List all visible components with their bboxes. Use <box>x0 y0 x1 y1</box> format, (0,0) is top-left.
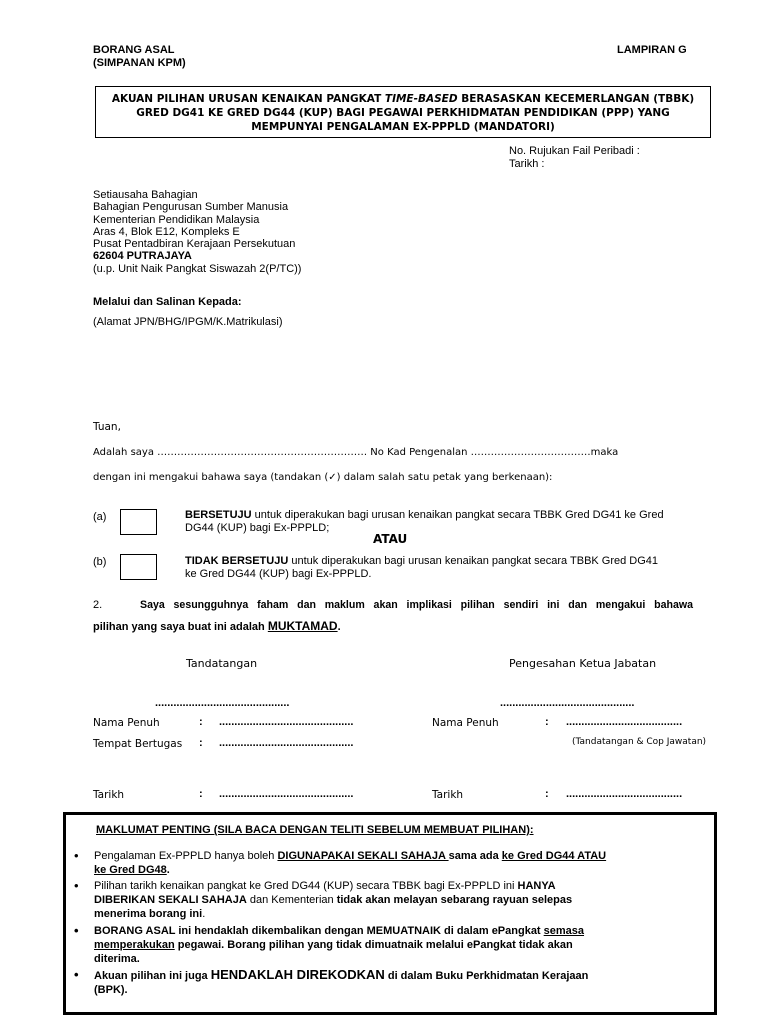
disagree-checkbox[interactable] <box>120 554 157 580</box>
option-a-text1: untuk diperakukan bagi urusan kenaikan pangkat secara TBBK Gred DG41 ke Gred <box>251 509 664 521</box>
colon: : <box>545 788 549 800</box>
bullet-icon: • <box>74 848 79 863</box>
bullet-icon: • <box>74 967 79 982</box>
option-b-text <box>185 555 658 581</box>
title-line1-a: AKUAN PILIHAN URUSAN KENAIKAN PANGKAT <box>111 93 385 105</box>
option-b-text1: untuk diperakukan bagi urusan kenaikan pangkat secara TBBK Gred DG41 <box>288 555 659 567</box>
head-verification-heading: Pengesahan Ketua Jabatan <box>509 657 657 670</box>
option-b-keyword: TIDAK BERSETUJU <box>185 555 289 567</box>
clause2-text: pilihan yang saya buat ini adalah <box>93 621 268 633</box>
head-date-label: Tarikh <box>432 789 464 801</box>
file-reference-label: No. Rujukan Fail Peribadi : <box>509 145 640 157</box>
address-postcode: 62604 PUTRAJAYA <box>93 250 192 263</box>
workplace-field[interactable]: ............................................ <box>219 737 354 749</box>
head-name-label: Nama Penuh <box>432 717 499 729</box>
clause2-period: . <box>337 621 341 633</box>
option-a-keyword: BERSETUJU <box>185 509 252 521</box>
final-keyword: MUKTAMAD <box>267 619 338 633</box>
address-attention: (u.p. Unit Naik Pangkat Siswazah 2(P/TC)) <box>93 262 302 275</box>
address-line: Aras 4, Blok E12, Kompleks E <box>93 225 240 238</box>
via-heading: Melalui dan Salinan Kepada: <box>93 296 242 308</box>
via-address: (Alamat JPN/BHG/IPGM/K.Matrikulasi) <box>93 316 283 328</box>
declaration-line1: Adalah saya ……………………………………………………… No Kad Pengenalan ………………………………maka <box>93 447 619 458</box>
clause-number: 2. <box>93 599 103 611</box>
address-line: Setiausaha Bahagian <box>93 189 198 201</box>
option-a-text <box>185 509 664 535</box>
clause2-line1: Saya sesungguhnya faham dan maklum akan implikasi pilihan sendiri ini dan mengakui bahawa <box>140 599 693 611</box>
form-storage-label: (SIMPANAN KPM) <box>93 57 186 69</box>
colon: : <box>545 716 549 728</box>
option-b-label: (b) <box>93 556 107 568</box>
applicant-date-label: Tarikh <box>93 789 125 801</box>
bullet-icon: • <box>74 923 79 938</box>
applicant-name-label: Nama Penuh <box>93 717 160 729</box>
form-type-label: BORANG ASAL <box>93 44 175 56</box>
declaration-line2: dengan ini mengakui bahawa saya (tandakan (✓) dalam salah satu petak yang berkenaan): <box>93 472 553 483</box>
or-label: ATAU <box>373 532 408 546</box>
info-bullet-1: • Pengalaman Ex-PPPLD hanya boleh DIGUNAPAKAI SEKALI SAHAJA sama ada ke Gred DG44 ATAU ke Gred DG48. <box>74 848 607 876</box>
info-bullet-4: • Akuan pilihan ini juga HENDAKLAH DIREKODKAN di dalam Buku Perkhidmatan Kerajaan (BPK). <box>74 967 589 996</box>
title-line1-b: BERASASKAN KECEMERLANGAN (TBBK) <box>457 93 695 105</box>
colon: : <box>199 788 203 800</box>
applicant-signature-line[interactable]: ............................................ <box>155 697 290 709</box>
head-date-field[interactable]: ...................................... <box>566 788 683 800</box>
recipient-address <box>93 189 301 275</box>
info-heading: MAKLUMAT PENTING (SILA BACA DENGAN TELITI SEBELUM MEMBUAT PILIHAN): <box>96 824 534 836</box>
bullet-icon: • <box>74 878 79 893</box>
address-line: Bahagian Pengurusan Sumber Manusia <box>93 201 289 214</box>
document-title <box>95 86 711 138</box>
appendix-label: LAMPIRAN G <box>617 44 687 56</box>
head-signature-line[interactable]: ............................................ <box>500 697 635 709</box>
head-name-field[interactable]: ...................................... <box>566 716 683 728</box>
reference-date-label: Tarikh : <box>509 158 545 170</box>
title-line2: GRED DG41 KE GRED DG44 (KUP) BAGI PEGAWAI PERKHIDMATAN PENDIDIKAN (PPP) YANG <box>136 107 670 119</box>
option-b-text2: ke Gred DG44 (KUP) bagi Ex-PPPLD. <box>185 568 372 580</box>
info-bullet-3: • BORANG ASAL ini hendaklah dikembalikan dengan MEMUATNAIK di dalam ePangkat semasa memperakukan pegawai. Borang pilihan yang tidak dimuatnaik melalui ePangkat tidak akan diterima. <box>74 923 585 965</box>
salutation: Tuan, <box>93 421 121 433</box>
title-line1-italic: TIME-BASED <box>384 93 458 105</box>
important-info-box <box>63 812 717 1015</box>
agree-checkbox[interactable] <box>120 509 157 535</box>
colon: : <box>199 716 203 728</box>
option-a-label: (a) <box>93 511 107 523</box>
applicant-date-field[interactable]: ............................................ <box>219 788 354 800</box>
option-a-text2: DG44 (KUP) bagi Ex-PPPLD; <box>185 522 330 534</box>
signature-heading: Tandatangan <box>186 657 258 670</box>
workplace-label: Tempat Bertugas <box>93 738 183 750</box>
stamp-note: (Tandatangan & Cop Jawatan) <box>572 737 707 747</box>
clause2-line2 <box>93 619 341 633</box>
address-line: Pusat Pentadbiran Kerajaan Persekutuan <box>93 238 296 251</box>
address-line: Kementerian Pendidikan Malaysia <box>93 213 260 226</box>
colon: : <box>199 737 203 749</box>
title-line3: MEMPUNYAI PENGALAMAN EX-PPPLD (MANDATORI) <box>251 121 555 133</box>
info-bullet-2: • Pilihan tarikh kenaikan pangkat ke Gred DG44 (KUP) secara TBBK bagi Ex-PPPLD ini HANYA DIBERIKAN SEKALI SAHAJA dan Kementerian tidak akan melayan sebarang rayuan selepas menerima borang ini. <box>74 878 573 920</box>
applicant-name-field[interactable]: ............................................ <box>219 716 354 728</box>
